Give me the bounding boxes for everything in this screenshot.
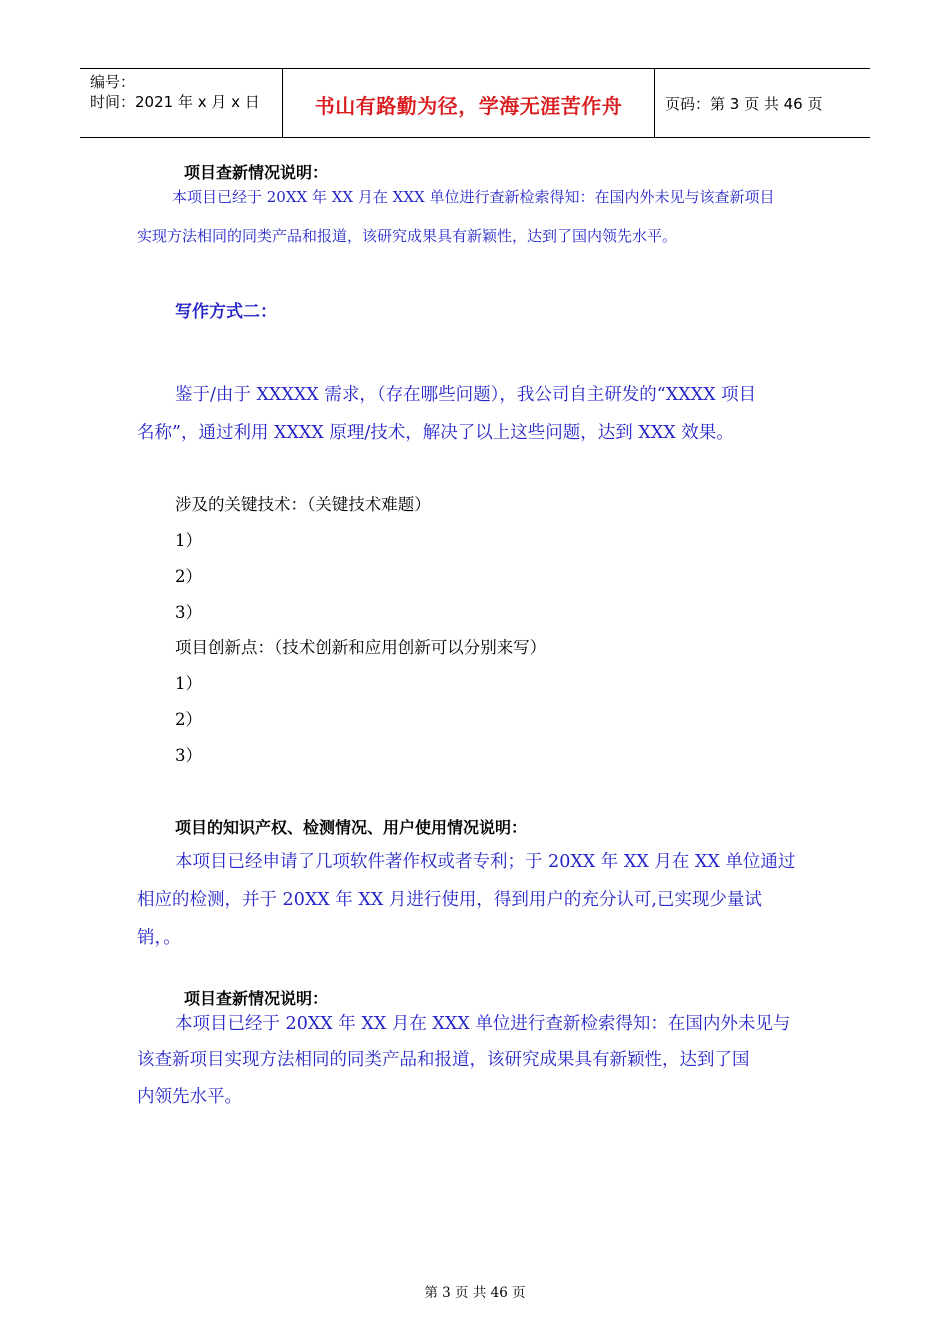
time-label: 时间：2021 年 x 月 x 日 <box>90 93 260 111</box>
section1-line-1: 本项目已经于 20XX 年 XX 月在 XXX 单位进行查新检索得知：在国内外未见与该查新项目 <box>172 188 775 206</box>
innovation-item-3: 3） <box>175 746 202 765</box>
innovation-item-1: 1） <box>175 674 202 693</box>
section1-heading: 项目查新情况说明： <box>184 163 329 182</box>
page-header <box>80 68 870 138</box>
section4-line-1: 本项目已经于 20XX 年 XX 月在 XXX 单位进行查新检索得知：在国内外未见与 <box>175 1014 791 1034</box>
key-tech-item-2: 2） <box>175 567 202 586</box>
page-label: 页码：第 3 页 共 46 页 <box>665 95 823 113</box>
section1-line-2: 实现方法相同的同类产品和报道，该研究成果具有新颖性，达到了国内领先水平。 <box>137 227 678 245</box>
section3-line-1: 本项目已经申请了几项软件著作权或者专利；于 20XX 年 XX 月在 XX 单位通过 <box>175 852 796 872</box>
serial-label: 编号： <box>90 73 136 91</box>
key-tech-heading: 涉及的关键技术：（关键技术难题） <box>175 495 431 514</box>
page-footer: 第 3 页 共 46 页 <box>424 1285 526 1301</box>
section2-heading: 写作方式二： <box>175 302 277 322</box>
key-tech-item-3: 3） <box>175 603 202 622</box>
motto-text: 书山有路勤为径，学海无涯苦作舟 <box>314 94 623 118</box>
section4-line-3: 内领先水平。 <box>137 1087 242 1107</box>
section4-line-2: 该查新项目实现方法相同的同类产品和报道，该研究成果具有新颖性，达到了国 <box>137 1050 750 1070</box>
section3-line-2: 相应的检测，并于 20XX 年 XX 月进行使用，得到用户的充分认可,已实现少量试 <box>137 890 762 910</box>
section2-line-2: 名称”，通过利用 XXXX 原理/技术，解决了以上这些问题，达到 XXX 效果。 <box>137 423 734 443</box>
header-info-cell <box>80 69 283 137</box>
header-motto-cell <box>283 69 655 137</box>
header-page-cell <box>655 69 870 137</box>
key-tech-item-1: 1） <box>175 531 202 550</box>
section2-line-1: 鉴于/由于 XXXXX 需求，（存在哪些问题），我公司自主研发的“XXXX 项目 <box>175 385 757 405</box>
innovation-item-2: 2） <box>175 710 202 729</box>
innovation-heading: 项目创新点：（技术创新和应用创新可以分别来写） <box>175 638 547 657</box>
section3-line-3: 销，。 <box>137 928 181 948</box>
section4-heading: 项目查新情况说明： <box>184 989 329 1008</box>
section3-heading: 项目的知识产权、检测情况、用户使用情况说明： <box>175 818 528 837</box>
